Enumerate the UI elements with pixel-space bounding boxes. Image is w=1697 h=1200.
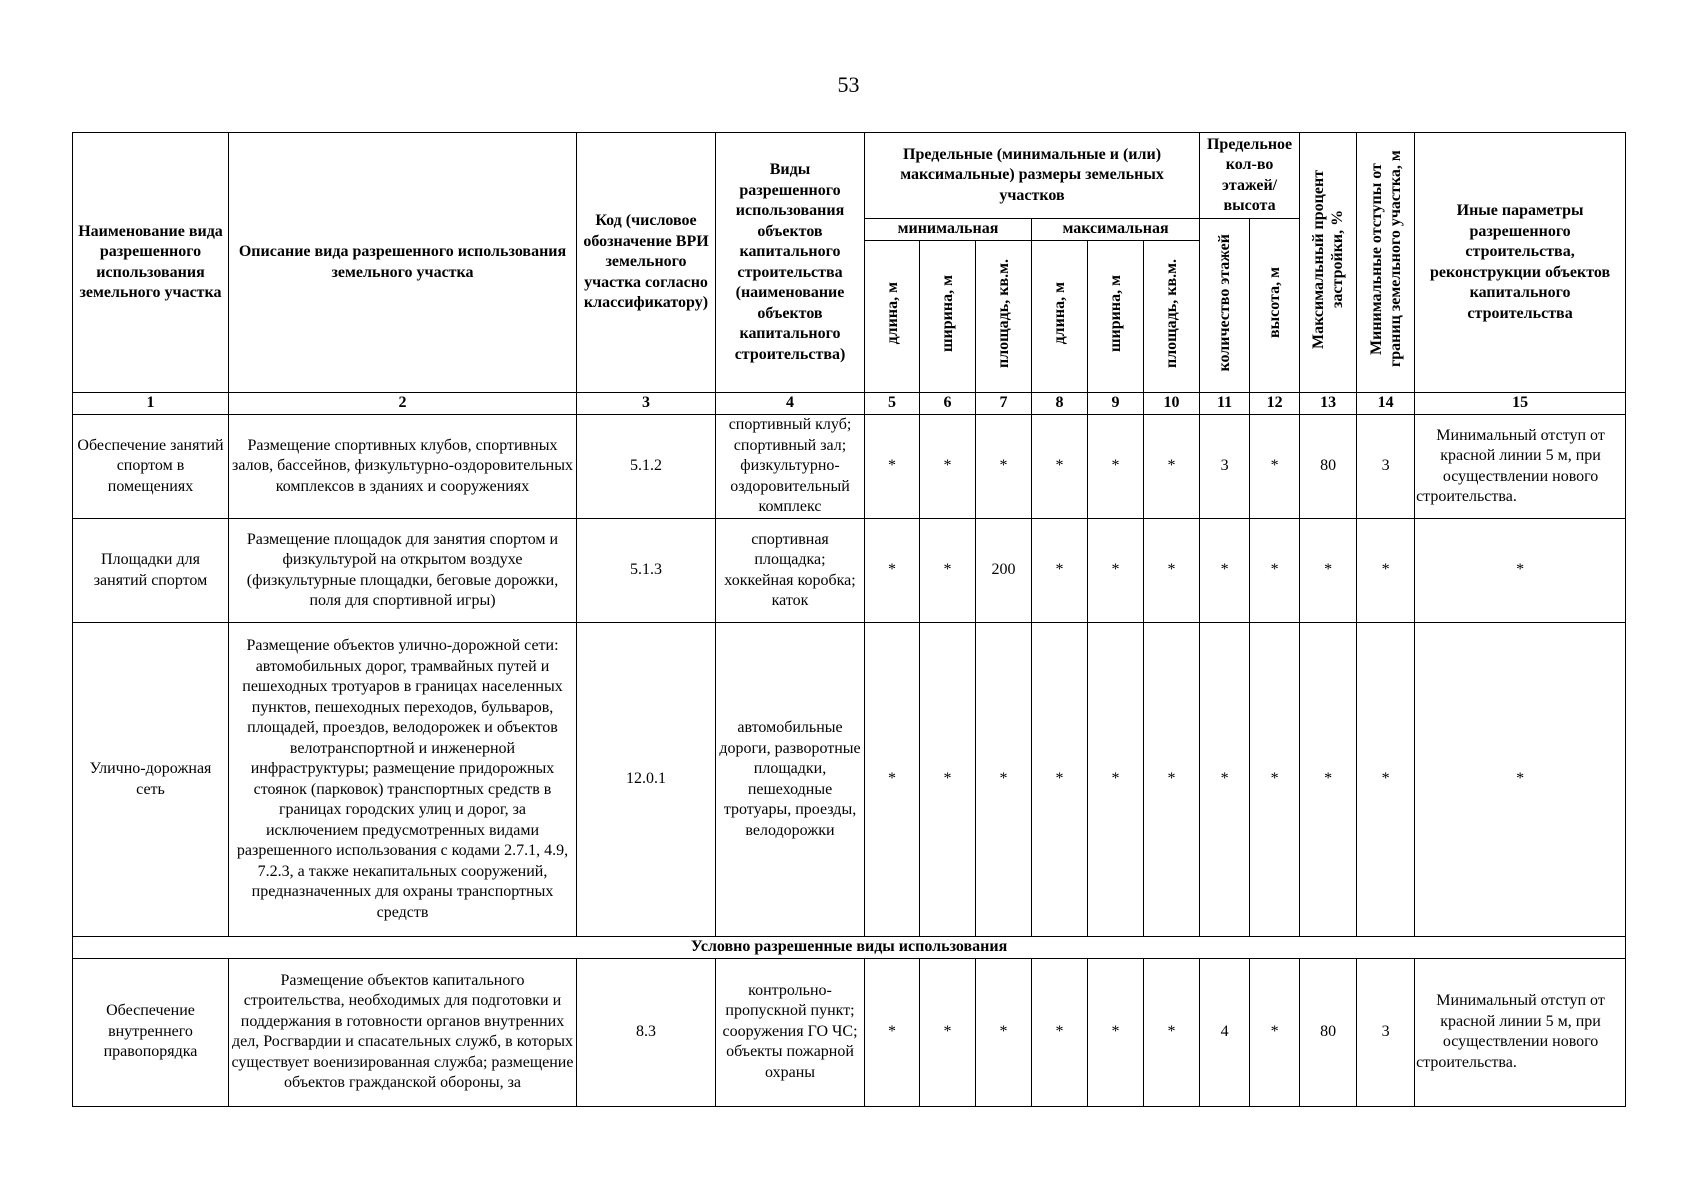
table-row xyxy=(73,623,1626,937)
row-value: * xyxy=(976,958,1032,1106)
row-value: * xyxy=(1200,519,1250,623)
row-other: * xyxy=(1415,623,1626,937)
row-value: * xyxy=(1300,519,1357,623)
row-value: 80 xyxy=(1300,415,1357,519)
column-number: 10 xyxy=(1144,393,1200,415)
header-group-sizes: Предельные (минимальные и (или) максимальные) размеры земельных участков xyxy=(865,133,1200,219)
row-value: * xyxy=(1088,519,1144,623)
header-min-area xyxy=(976,241,1032,393)
row-value: * xyxy=(976,415,1032,519)
row-description: Размещение площадок для занятия спортом и физкультурой на открытом воздухе (физкультурные площадки, беговые дорожки, поля для спортивной игры) xyxy=(229,519,577,623)
page-number: 53 xyxy=(837,72,860,97)
row-value: * xyxy=(1088,623,1144,937)
row-value: * xyxy=(1144,519,1200,623)
row-value: * xyxy=(1032,415,1088,519)
column-number: 12 xyxy=(1250,393,1300,415)
row-value: 200 xyxy=(976,519,1032,623)
row-value: * xyxy=(865,958,920,1106)
row-value: * xyxy=(920,958,976,1106)
header-height-text: высота, м xyxy=(1266,266,1284,338)
header-group-floors: Предельное кол-во этажей/ высота xyxy=(1200,133,1300,219)
header-row-1 xyxy=(73,133,1626,219)
column-number: 4 xyxy=(716,393,865,415)
column-number: 2 xyxy=(229,393,577,415)
section-title: Условно разрешенные виды использования xyxy=(73,937,1626,959)
header-col3: Код (числовое обозначение ВРИ земельного участка согласно классификатору) xyxy=(577,133,716,393)
row-code: 8.3 xyxy=(577,958,716,1106)
row-value: * xyxy=(865,415,920,519)
row-name: Площадки для занятий спортом xyxy=(73,519,229,623)
column-number: 14 xyxy=(1357,393,1415,415)
row-description: Размещение спортивных клубов, спортивных залов, бассейнов, физкультурно-оздоровительных комплексов в зданиях и сооружениях xyxy=(229,415,577,519)
row-value: * xyxy=(920,519,976,623)
row-other: * xyxy=(1415,519,1626,623)
row-other: Минимальный отступ от красной линии 5 м, при осуществлении нового строительства. xyxy=(1415,415,1626,519)
section-row xyxy=(73,937,1626,959)
row-value: * xyxy=(976,623,1032,937)
header-max-width-text: ширина, м xyxy=(1107,274,1124,352)
header-max-area xyxy=(1144,241,1200,393)
row-value: * xyxy=(1250,415,1300,519)
row-objects: спортивная площадка; хоккейная коробка; каток xyxy=(716,519,865,623)
header-group-min: минимальная xyxy=(865,219,1032,241)
row-other: Минимальный отступ от красной линии 5 м, при осуществлении нового строительства. xyxy=(1415,958,1626,1106)
row-value: * xyxy=(1144,958,1200,1106)
row-code: 5.1.3 xyxy=(577,519,716,623)
row-description: Размещение объектов улично-дорожной сети: автомобильных дорог, трамвайных путей и пешеходных тротуаров в границах населенных пунктов, пешеходных переходов, бульваров, площадей, проездов, велодорожек и объектов велотранспортной и инженерной инфраструктуры; размещение придорожных стоянок (парковок) транспортных средств в границах городских улиц и дорог, за исключением предусмотренных видами разрешенного использования с кодами 2.7.1, 4.9, 7.2.3, а также некапитальных сооружений, предназначенных для охраны транспортных средств xyxy=(229,623,577,937)
row-value: * xyxy=(1088,415,1144,519)
header-min-length xyxy=(865,241,920,393)
header-col14-text: Минимальные отступы от границ земельного участка, м xyxy=(1367,150,1404,368)
header-max-length-text: длина, м xyxy=(1051,282,1068,345)
header-col2: Описание вида разрешенного использования земельного участка xyxy=(229,133,577,393)
row-objects: контрольно-пропускной пункт; сооружения ГО ЧС; объекты пожарной охраны xyxy=(716,958,865,1106)
row-value: * xyxy=(1357,623,1415,937)
row-value: * xyxy=(1357,519,1415,623)
header-min-area-text: площадь, кв.м. xyxy=(995,258,1012,368)
header-min-width-text: ширина, м xyxy=(939,274,956,352)
column-number: 5 xyxy=(865,393,920,415)
header-min-length-text: длина, м xyxy=(883,282,901,345)
row-value: * xyxy=(1032,519,1088,623)
header-col4: Виды разрешенного использования объектов капитального строительства (наименование объектов капитального строительства) xyxy=(716,133,865,393)
row-value: * xyxy=(1250,958,1300,1106)
row-value: * xyxy=(1250,519,1300,623)
header-height xyxy=(1250,219,1300,393)
column-number: 8 xyxy=(1032,393,1088,415)
row-value: * xyxy=(1200,623,1250,937)
column-numbers-row xyxy=(73,393,1626,415)
column-number: 7 xyxy=(976,393,1032,415)
row-value: * xyxy=(1144,623,1200,937)
column-number: 6 xyxy=(920,393,976,415)
header-max-area-text: площадь, кв.м. xyxy=(1163,258,1181,368)
column-number: 1 xyxy=(73,393,229,415)
row-code: 12.0.1 xyxy=(577,623,716,937)
column-number: 11 xyxy=(1200,393,1250,415)
row-value: 3 xyxy=(1357,415,1415,519)
table-row xyxy=(73,415,1626,519)
column-number: 9 xyxy=(1088,393,1144,415)
row-value: * xyxy=(1250,623,1300,937)
row-value: * xyxy=(1144,415,1200,519)
row-value: * xyxy=(1032,623,1088,937)
row-objects: автомобильные дороги, разворотные площадки, пешеходные тротуары, проезды, велодорожки xyxy=(716,623,865,937)
row-value: * xyxy=(1032,958,1088,1106)
row-name: Обеспечение занятий спортом в помещениях xyxy=(73,415,229,519)
table-row xyxy=(73,519,1626,623)
row-value: 3 xyxy=(1200,415,1250,519)
header-col13 xyxy=(1300,133,1357,393)
row-value: 4 xyxy=(1200,958,1250,1106)
row-value: 3 xyxy=(1357,958,1415,1106)
header-min-width xyxy=(920,241,976,393)
row-value: * xyxy=(1088,958,1144,1106)
row-value: * xyxy=(1300,623,1357,937)
row-name: Улично-дорожная сеть xyxy=(73,623,229,937)
row-value: * xyxy=(865,623,920,937)
column-number: 13 xyxy=(1300,393,1357,415)
row-value: * xyxy=(920,623,976,937)
column-number: 15 xyxy=(1415,393,1626,415)
header-floors-text: количество этажей xyxy=(1216,233,1234,371)
header-col15: Иные параметры разрешенного строительства, реконструкции объектов капитального строительства xyxy=(1415,133,1626,393)
row-code: 5.1.2 xyxy=(577,415,716,519)
table-row xyxy=(73,958,1626,1106)
header-floors xyxy=(1200,219,1250,393)
row-value: * xyxy=(920,415,976,519)
row-value: * xyxy=(865,519,920,623)
header-max-width xyxy=(1088,241,1144,393)
row-name: Обеспечение внутреннего правопорядка xyxy=(73,958,229,1106)
column-number: 3 xyxy=(577,393,716,415)
header-col14 xyxy=(1357,133,1415,393)
row-value: 80 xyxy=(1300,958,1357,1106)
header-col1: Наименование вида разрешенного использования земельного участка xyxy=(73,133,229,393)
zoning-parameters-table xyxy=(72,132,1626,1107)
header-group-max: максимальная xyxy=(1032,219,1200,241)
header-max-length xyxy=(1032,241,1088,393)
header-col13-text: Максимальный процент застройки, % xyxy=(1310,169,1347,349)
row-description: Размещение объектов капитального строительства, необходимых для подготовки и поддержания в готовности органов внутренних дел, Росгвардии и спасательных служб, в которых существует военизированная служба; размещение объектов гражданской обороны, за xyxy=(229,958,577,1106)
row-objects: спортивный клуб; спортивный зал; физкультурно-оздоровительный комплекс xyxy=(716,415,865,519)
